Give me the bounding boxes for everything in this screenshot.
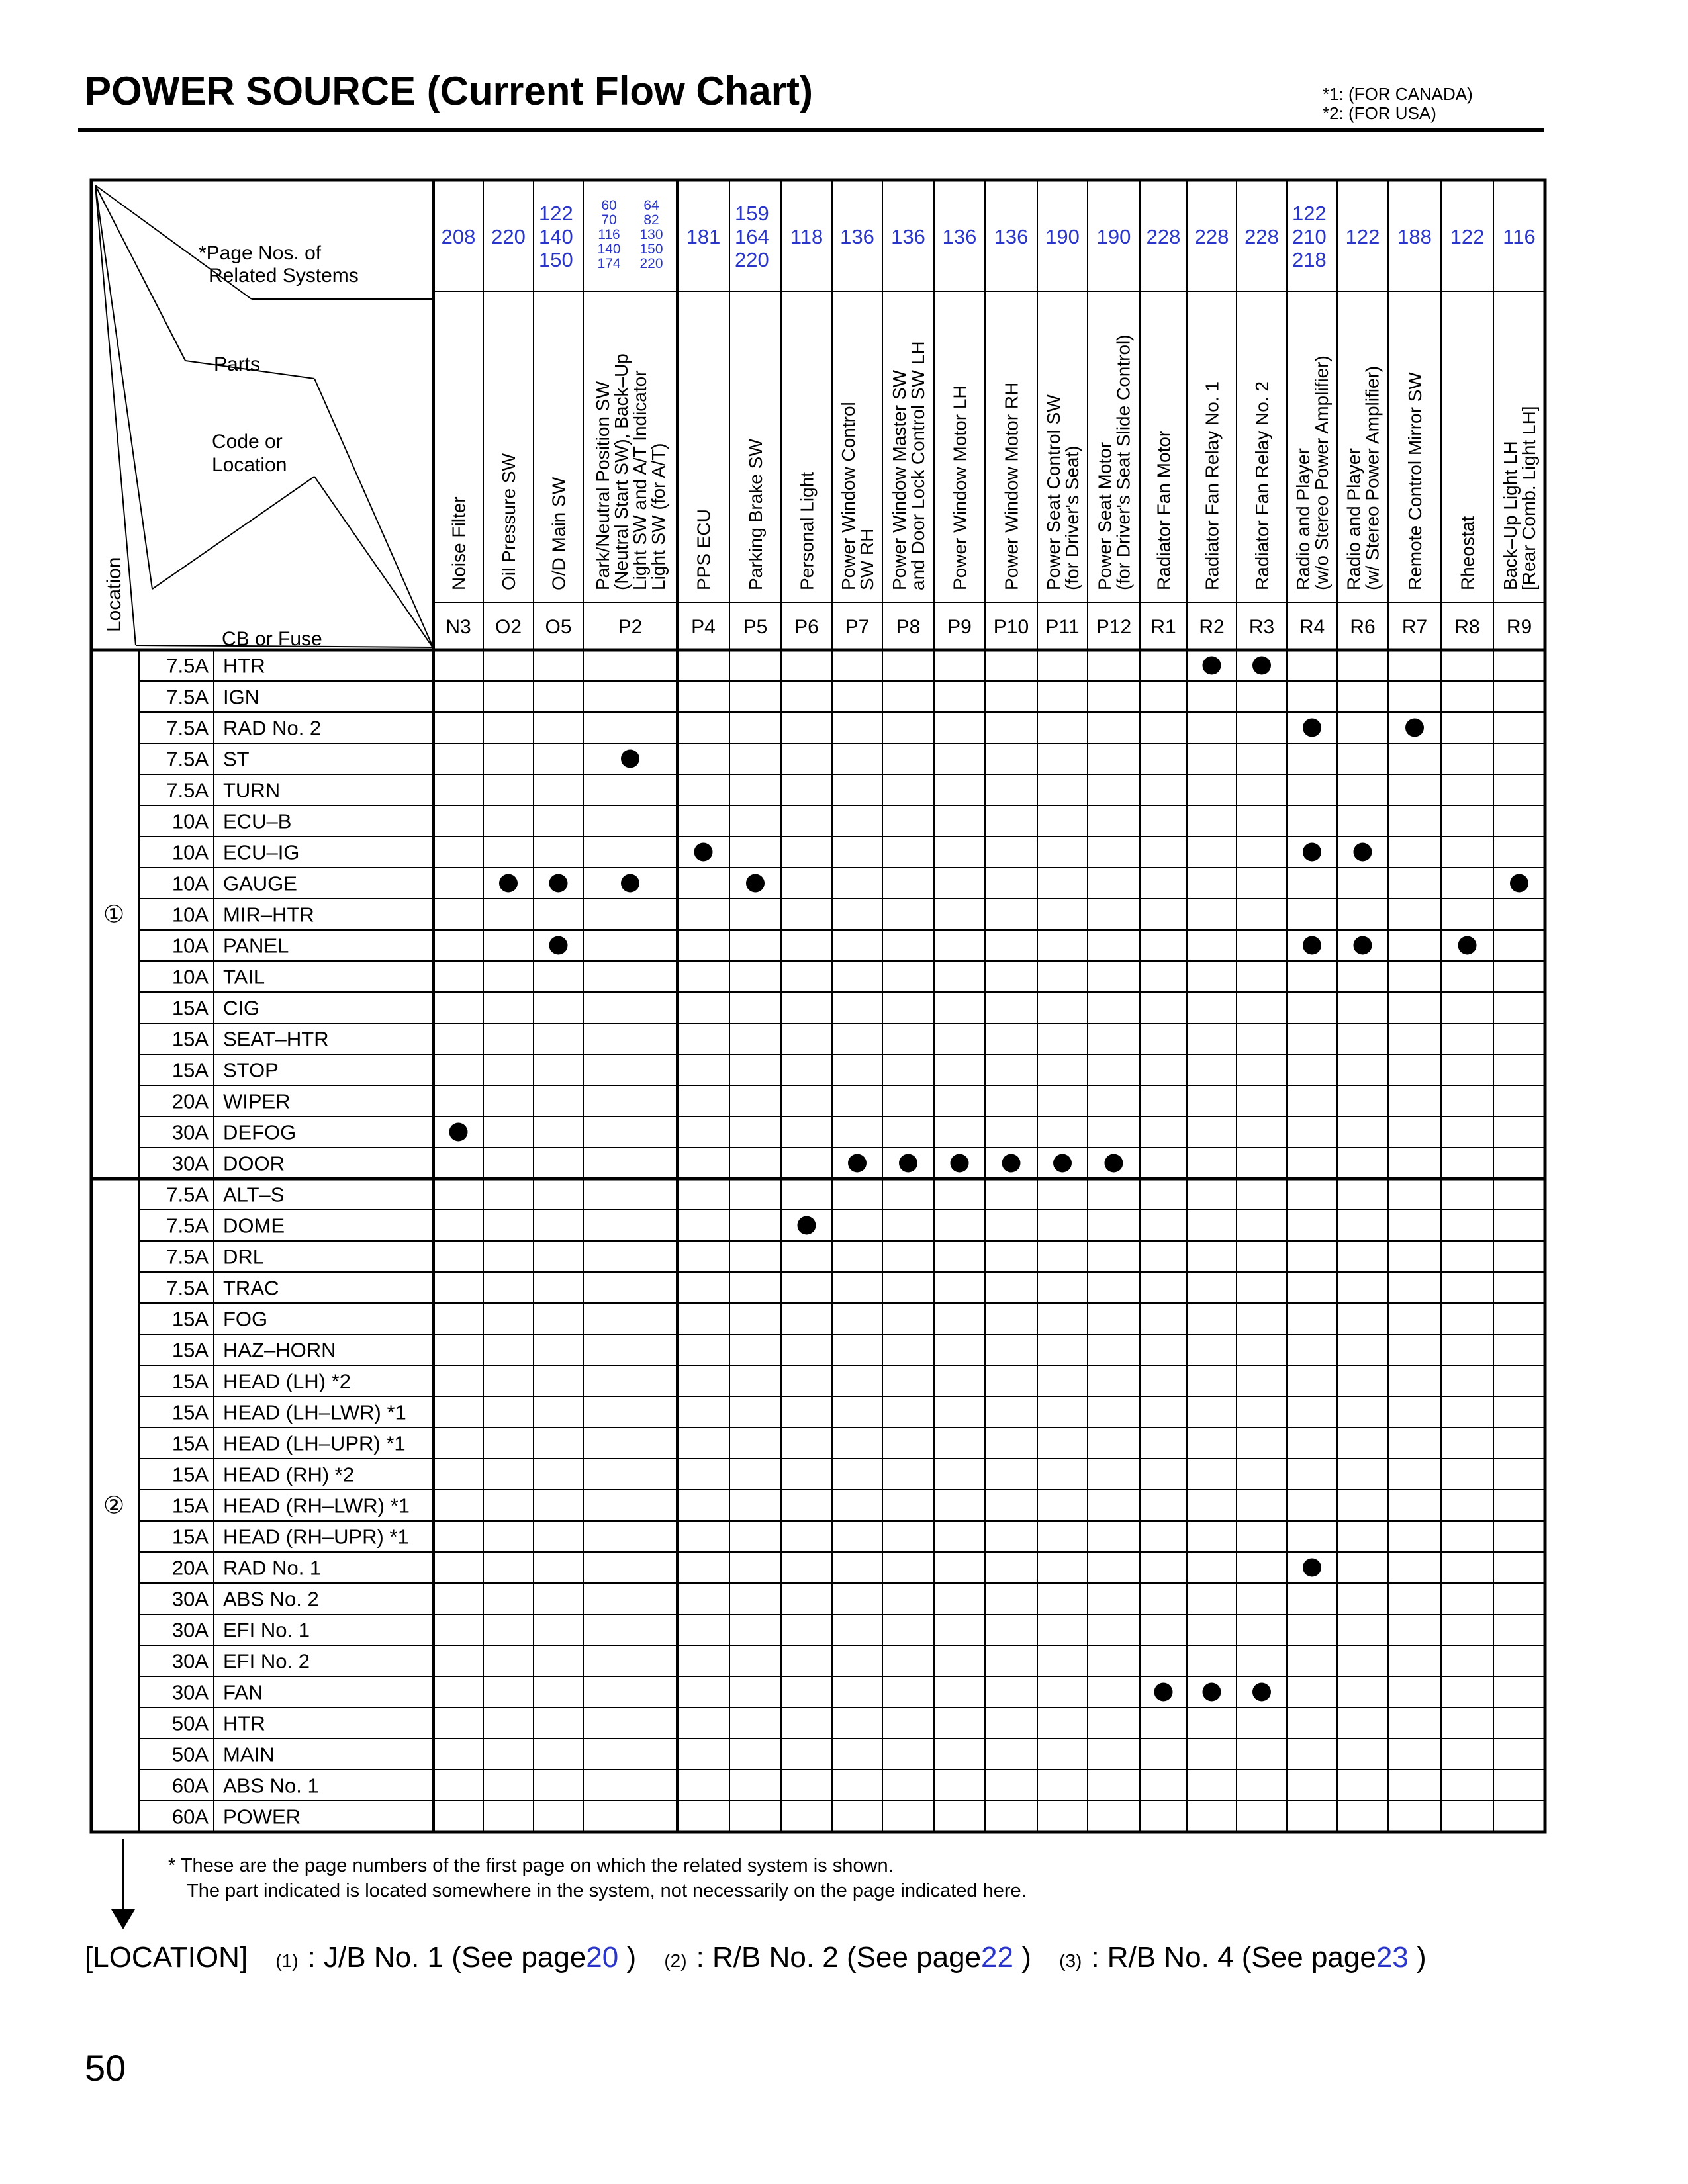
page-ref: 116 [1503,225,1536,248]
fuse-amp: 30A [171,1587,209,1611]
location-axis-label: Location [103,557,125,632]
page-ref: 210 [1292,225,1327,248]
connection-dot [1458,936,1477,955]
page-ref: 190 [1045,225,1080,248]
part-code: P10 [993,616,1029,638]
fuse-amp: 15A [171,1027,209,1051]
page-ref: 82 [643,212,659,228]
page-ref: 122 [539,202,573,225]
part-code: R4 [1299,616,1325,638]
part-code: O2 [494,616,522,638]
fuse-amp: 15A [171,1338,209,1362]
fuse-amp: 7.5A [166,1183,209,1206]
fuse-amp: 7.5A [166,778,209,802]
connection-dot [1405,719,1424,737]
fuse-name: RAD No. 2 [223,716,322,740]
connection-dot [694,843,713,862]
part-name: Radiator Fan Relay No. 1 [1201,381,1223,590]
parts-label: Parts [214,353,261,375]
fuse-name: FOG [223,1307,268,1331]
fuse-amp: 15A [171,1432,209,1455]
connection-dot [1203,1683,1221,1702]
part-code: R7 [1401,616,1428,638]
corner-diagonal [95,185,152,589]
fuse-amp: 60A [171,1805,209,1829]
page-title: POWER SOURCE (Current Flow Chart) [85,69,814,113]
part-code: P2 [618,616,643,638]
footnote-line-1: * These are the page numbers of the first page on which the related system is shown. [168,1855,894,1876]
fuse-amp: 7.5A [166,1245,209,1269]
part-code: R3 [1248,616,1275,638]
fuse-name: PANEL [223,934,289,958]
location-page-link-1[interactable]: 20 [586,1941,619,1974]
fuse-amp: 30A [171,1120,209,1144]
page-ref: 122 [1450,225,1485,248]
part-name: Power Seat Control SW [1043,394,1064,590]
fuse-amp: 7.5A [166,1214,209,1238]
fuse-name: HEAD (LH–LWR) *1 [223,1400,406,1424]
connection-dot [499,874,518,893]
fuse-name: DRL [223,1245,265,1269]
fuse-amp: 15A [171,1525,209,1549]
fuse-amp: 15A [171,1463,209,1486]
fuse-name: EFI No. 2 [223,1649,310,1673]
part-code: P6 [794,616,819,638]
part-name: Personal Light [796,471,818,590]
part-name: (w/ Stereo Power Amplifier) [1362,365,1383,590]
footnote [168,1853,1027,1903]
connection-dot [549,874,568,893]
connection-dot [848,1154,867,1173]
location-text-3: : R/B No. 4 (See page [1091,1941,1376,1974]
part-code: P11 [1045,616,1080,638]
fuse-name: ABS No. 2 [223,1587,319,1611]
fuse-name: TAIL [223,965,265,989]
footnote-line-2: The part indicated is located somewhere in the system, not necessarily on the page indicated here. [187,1880,1027,1901]
fuse-amp: 7.5A [166,747,209,771]
fuse-amp: 60A [171,1774,209,1797]
corner-diagonal [152,477,314,589]
fuse-name: HEAD (LH–UPR) *1 [223,1432,406,1455]
fuse-name: POWER [223,1805,301,1829]
page-ref: 174 [597,256,621,271]
fuse-name: ALT–S [223,1183,285,1206]
page-ref: 218 [1292,248,1327,271]
cb-fuse-label: CB or Fuse [222,628,322,650]
part-name: (w/o Stereo Power Amplifier) [1311,355,1332,590]
part-code: O5 [545,616,572,638]
fuse-name: ECU–B [223,809,292,833]
fuse-amp: 10A [171,903,209,927]
part-name: SW RH [857,528,877,590]
part-name: O/D Main SW [548,477,569,590]
part-name: Rheostat [1457,516,1478,590]
location-text-2: : R/B No. 2 (See page [696,1941,982,1974]
location-page-link-3[interactable]: 23 [1376,1941,1409,1974]
connection-dot [621,874,639,893]
part-code: P12 [1096,616,1132,638]
fuse-amp: 15A [171,1307,209,1331]
part-name: Power Window Motor RH [1001,382,1022,590]
fuse-name: RAD No. 1 [223,1556,322,1580]
fuse-amp: 10A [171,934,209,958]
connection-dot [1252,1683,1271,1702]
fuse-amp: 50A [171,1711,209,1735]
part-name: Radio and Player [1343,448,1364,590]
part-name: PPS ECU [693,509,714,590]
fuse-name: HTR [223,654,265,678]
part-code: P5 [743,616,768,638]
page-ref: 220 [639,256,663,271]
page-ref: 136 [891,225,925,248]
part-name: Radio and Player [1293,448,1313,590]
connection-dot [1303,1559,1321,1577]
connection-dot [1002,1154,1021,1173]
location-mark: ① [103,900,125,928]
fuse-name: IGN [223,685,260,709]
fuse-name: TURN [223,778,281,802]
fuse-name: TRAC [223,1276,279,1300]
page-ref: 140 [597,242,621,257]
part-name: Parking Brake SW [745,439,766,590]
part-name: (for Driver's Seat) [1062,445,1082,590]
fuse-name: DEFOG [223,1120,297,1144]
page-ref: 220 [735,248,769,271]
page-ref: 60 [601,198,617,213]
location-page-link-2[interactable]: 22 [981,1941,1013,1974]
location-label: [LOCATION] [85,1941,248,1974]
part-code: R1 [1150,616,1176,638]
part-code: R6 [1350,616,1376,638]
fuse-name: HTR [223,1711,265,1735]
fuse-name: MAIN [223,1743,275,1766]
connection-dot [1105,1154,1123,1173]
fuse-amp: 15A [171,1369,209,1393]
fuse-name: SEAT–HTR [223,1027,329,1051]
part-name: Park/Neutral Position SW [592,381,613,590]
part-code: R8 [1454,616,1480,638]
page-ref: 136 [994,225,1029,248]
connection-dot [899,1154,917,1173]
location-text-1: : J/B No. 1 (See page [307,1941,586,1974]
fuse-amp: 15A [171,996,209,1020]
page-ref: 122 [1292,202,1327,225]
fuse-amp: 30A [171,1680,209,1704]
corner-diagonal [314,379,434,649]
page-ref: 208 [441,225,476,248]
connection-dot [1354,936,1372,955]
page-ref: 118 [790,225,823,248]
code-label: Location [212,454,287,476]
fuse-amp: 10A [171,965,209,989]
part-name: Light SW and A/T Indicator [630,370,650,590]
fuse-amp: 15A [171,1494,209,1518]
page-ref: 150 [639,242,663,257]
page-ref: 64 [643,198,659,213]
page-ref: 159 [735,202,769,225]
part-code: N3 [445,616,471,638]
part-name: Back–Up Light LH [1500,441,1521,590]
fuse-name: WIPER [223,1089,291,1113]
page-ref: 70 [601,212,617,228]
page-ref: 136 [942,225,977,248]
note-canada: *1: (FOR CANADA) [1323,84,1473,104]
fuse-name: FAN [223,1680,263,1704]
location-mark-3: (3) [1059,1950,1082,1971]
page-ref: 228 [1244,225,1279,248]
fuse-name: HEAD (RH) *2 [223,1463,355,1486]
connection-dot [1510,874,1528,893]
fuse-amp: 7.5A [166,1276,209,1300]
fuse-name: HEAD (RH–UPR) *1 [223,1525,409,1549]
location-mark-2: (2) [664,1950,687,1971]
fuse-amp: 30A [171,1618,209,1642]
connection-dot [1354,843,1372,862]
location-mark: ② [103,1491,125,1519]
part-name: Power Window Control [838,402,859,590]
connection-dot [549,936,568,955]
page-ref: 228 [1146,225,1181,248]
fuse-amp: 15A [171,1400,209,1424]
connection-dot [1303,936,1321,955]
fuse-amp: 10A [171,809,209,833]
part-name: (Neutral Start SW), Back–Up [611,353,632,590]
fuse-amp: 20A [171,1556,209,1580]
location-mark-1: (1) [275,1950,299,1971]
fuse-amp: 20A [171,1089,209,1113]
fuse-name: ST [223,747,250,771]
part-name: Remote Control Mirror SW [1405,372,1425,590]
page-ref: 122 [1345,225,1380,248]
part-code: P9 [947,616,972,638]
fuse-name: HAZ–HORN [223,1338,336,1362]
fuse-name: HEAD (LH) *2 [223,1369,351,1393]
connection-dot [746,874,765,893]
fuse-name: ECU–IG [223,841,300,864]
location-legend: [LOCATION] (1) : J/B No. 1 (See page20 ) (2) : R/B No. 2 (See page22 ) (3) : R/B No. 4 (See page23 ) [85,1941,1427,1974]
part-name: (for Driver's Seat Slide Control) [1113,334,1134,590]
page-ref: 190 [1096,225,1131,248]
page-ref: 136 [840,225,874,248]
page-number: 50 [85,2047,126,2089]
page-ref: 188 [1397,225,1432,248]
fuse-name: DOOR [223,1152,285,1175]
page-ref: 150 [539,248,573,271]
fuse-amp: 15A [171,1058,209,1082]
part-name: Radiator Fan Motor [1153,430,1174,590]
fuse-amp: 7.5A [166,654,209,678]
fuse-amp: 7.5A [166,685,209,709]
corner-diagonal [314,477,434,649]
fuse-amp: 7.5A [166,716,209,740]
connection-dot [798,1216,816,1235]
note-usa: *2: (FOR USA) [1323,103,1436,123]
part-code: R2 [1199,616,1225,638]
fuse-name: ABS No. 1 [223,1774,319,1797]
fuse-amp: 30A [171,1649,209,1673]
location-arrow-head [111,1909,135,1929]
connection-dot [1053,1154,1072,1173]
fuse-name: CIG [223,996,260,1020]
page-ref: 228 [1194,225,1229,248]
connection-dot [449,1123,468,1142]
page-ref: 181 [686,225,721,248]
page-nos-label: Related Systems [209,265,359,287]
page-ref: 140 [539,225,573,248]
fuse-name: EFI No. 1 [223,1618,310,1642]
page-ref: 164 [735,225,769,248]
fuse-name: MIR–HTR [223,903,314,927]
connection-dot [621,750,639,768]
part-code: P8 [896,616,921,638]
part-name: Power Seat Motor [1094,441,1115,590]
part-code: P7 [845,616,870,638]
part-code: P4 [691,616,716,638]
part-name: Power Window Motor LH [949,385,970,590]
part-name: [Rear Comb. Light LH] [1519,406,1539,590]
part-name: Radiator Fan Relay No. 2 [1252,381,1272,590]
page-ref: 130 [639,227,663,242]
fuse-amp: 50A [171,1743,209,1766]
fuse-name: DOME [223,1214,285,1238]
fuse-name: GAUGE [223,872,297,895]
connection-dot [1154,1683,1173,1702]
connection-dot [1203,657,1221,675]
part-name: and Door Lock Control SW LH [908,341,928,590]
connection-dot [1252,657,1271,675]
part-name: Power Window Master SW [889,370,910,590]
part-name: Oil Pressure SW [498,453,519,590]
fuse-amp: 10A [171,841,209,864]
connection-dot [951,1154,969,1173]
part-name: Noise Filter [448,496,469,590]
part-code: R9 [1506,616,1532,638]
fuse-amp: 10A [171,872,209,895]
fuse-amp: 30A [171,1152,209,1175]
code-label: Code or [212,431,283,453]
fuse-name: STOP [223,1058,279,1082]
page-ref: 116 [598,227,620,242]
fuse-name: HEAD (RH–LWR) *1 [223,1494,410,1518]
connection-dot [1303,719,1321,737]
connection-dot [1303,843,1321,862]
page-ref: 220 [491,225,526,248]
page-nos-label: *Page Nos. of [199,242,322,264]
part-name: Light SW (for A/T) [648,443,669,590]
